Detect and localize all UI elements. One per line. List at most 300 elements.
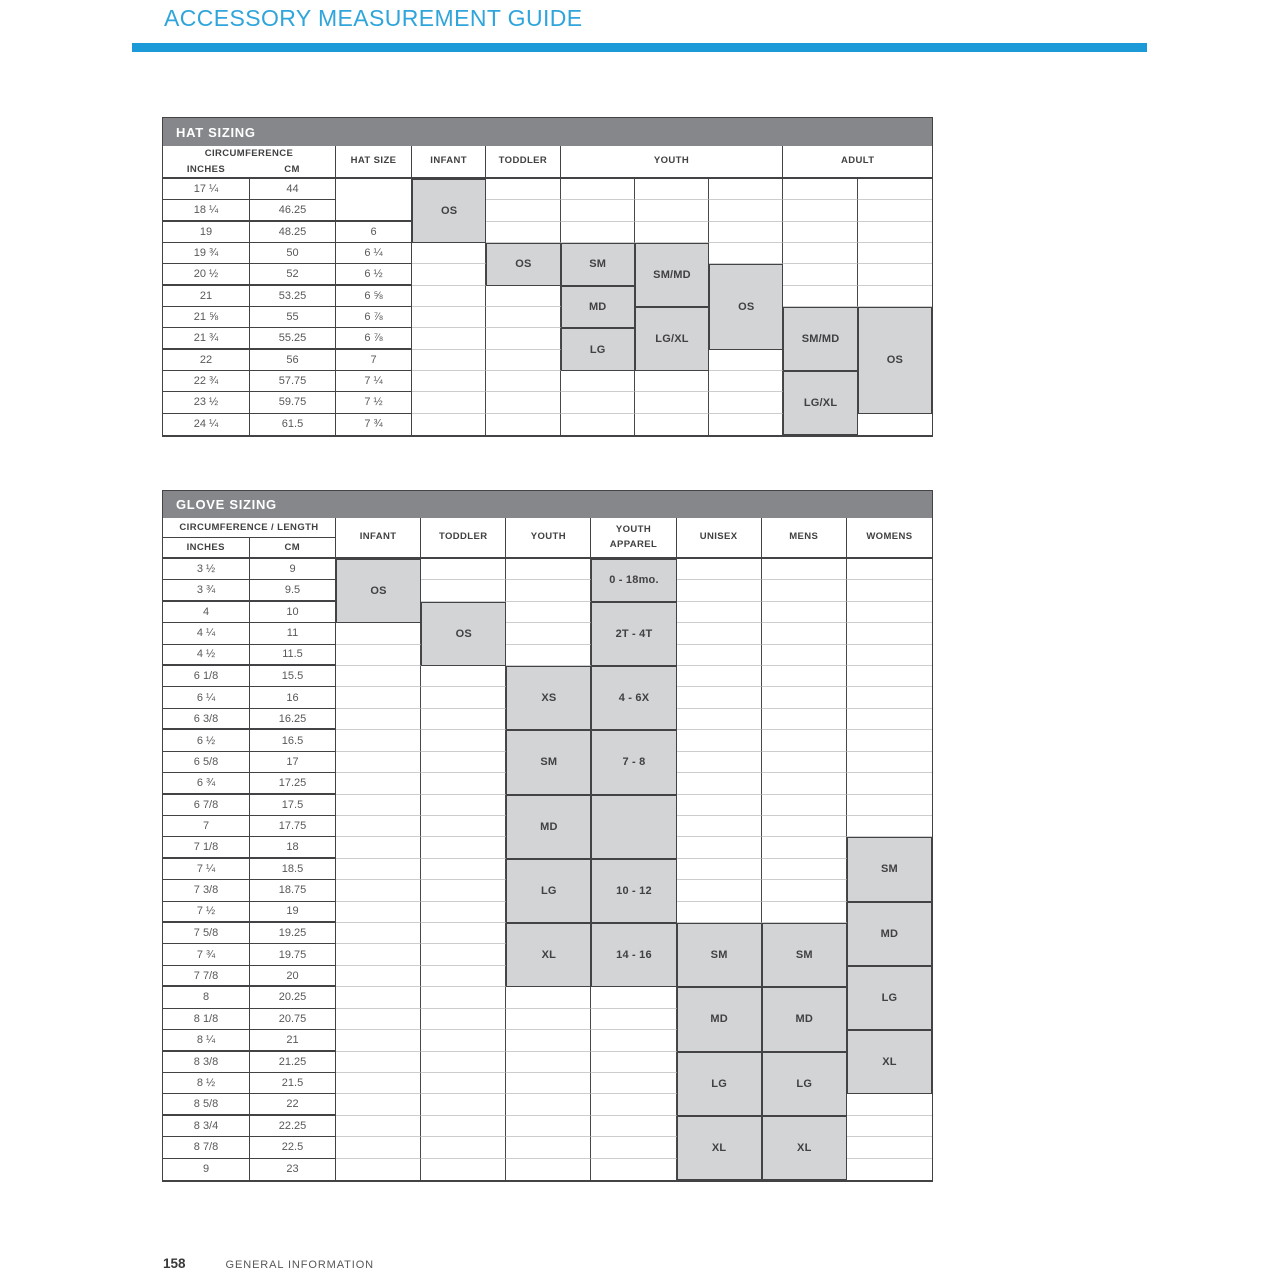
measurement-cell-hat-size: 7 ¾ <box>336 414 412 435</box>
measurement-cell-hat-size <box>336 200 412 221</box>
grid-cell <box>858 222 932 243</box>
measurement-cell-inches: 7 5/8 <box>163 923 250 944</box>
grid-cell <box>762 902 847 923</box>
measurement-cell-cm: 9 <box>250 559 336 580</box>
grid-cell <box>336 1116 421 1137</box>
size-block: SM/MD <box>635 243 709 307</box>
measurement-cell-inches: 19 <box>163 222 250 243</box>
grid-cell <box>486 222 560 243</box>
grid-cell <box>677 773 762 794</box>
size-block: 0 - 18mo. <box>591 559 676 602</box>
grid-cell <box>762 709 847 730</box>
measurement-cell-cm: 23 <box>250 1159 336 1180</box>
grid-cell <box>591 987 676 1008</box>
grid-cell <box>412 286 486 307</box>
size-block: 7 - 8 <box>591 730 676 794</box>
grid-cell <box>561 392 635 413</box>
measurement-cell-inches: 6 ¾ <box>163 773 250 794</box>
column-header: MENS <box>762 518 847 559</box>
grid-cell <box>783 243 857 264</box>
grid-cell <box>561 222 635 243</box>
grid-cell <box>506 1137 591 1158</box>
grid-cell <box>847 773 932 794</box>
measurement-cell-inches: 6 ¼ <box>163 687 250 708</box>
measurement-cell-cm: 55 <box>250 307 336 328</box>
measurement-cell-cm: 20.25 <box>250 987 336 1008</box>
measurement-cell-cm: 17.5 <box>250 795 336 816</box>
measurement-cell-cm: 50 <box>250 243 336 264</box>
grid-cell <box>677 645 762 666</box>
grid-cell <box>847 1137 932 1158</box>
grid-cell <box>847 816 932 837</box>
grid-cell <box>635 371 709 392</box>
grid-cell <box>677 687 762 708</box>
grid-cell <box>506 1009 591 1030</box>
grid-cell <box>486 307 560 328</box>
size-block: SM <box>677 923 762 987</box>
grid-cell <box>762 687 847 708</box>
measurement-cell-cm: 15.5 <box>250 666 336 687</box>
measurement-header <box>163 146 336 179</box>
size-block: OS <box>709 264 783 349</box>
measurement-cell-cm: 17.25 <box>250 773 336 794</box>
grid-cell <box>336 687 421 708</box>
column-header: YOUTH APPAREL <box>591 518 676 559</box>
measurement-cell-inches: 18 ¼ <box>163 200 250 221</box>
measurement-cell-cm: 11.5 <box>250 645 336 666</box>
size-block: XL <box>847 1030 932 1094</box>
grid-cell <box>561 179 635 200</box>
grid-cell <box>412 414 486 435</box>
size-block: SM <box>762 923 847 987</box>
grid-cell <box>591 1073 676 1094</box>
unit-header: INCHES <box>163 538 250 557</box>
size-block: OS <box>412 179 486 243</box>
grid-cell <box>635 222 709 243</box>
size-block: 14 - 16 <box>591 923 676 987</box>
measurement-cell-cm: 16 <box>250 687 336 708</box>
grid-cell <box>677 666 762 687</box>
column-header: WOMENS <box>847 518 932 559</box>
measurement-cell-hat-size: 7 ½ <box>336 392 412 413</box>
measurement-cell-cm: 18.5 <box>250 859 336 880</box>
measurement-cell-inches: 22 ¾ <box>163 371 250 392</box>
measurement-cell-inches: 20 ½ <box>163 264 250 285</box>
grid-cell <box>421 816 506 837</box>
grid-cell <box>709 414 783 435</box>
grid-cell <box>783 200 857 221</box>
grid-cell <box>336 795 421 816</box>
grid-cell <box>412 371 486 392</box>
grid-cell <box>561 371 635 392</box>
measurement-cell-inches: 7 ¾ <box>163 944 250 965</box>
grid-cell <box>677 709 762 730</box>
measurement-cell-cm: 44 <box>250 179 336 200</box>
grid-cell <box>762 580 847 601</box>
measurement-cell-hat-size: 6 ⅞ <box>336 307 412 328</box>
measurement-cell-inches: 6 ½ <box>163 730 250 751</box>
grid-cell <box>336 880 421 901</box>
column-header: INFANT <box>336 518 421 559</box>
measurement-cell-cm: 21.5 <box>250 1073 336 1094</box>
grid-cell <box>506 1073 591 1094</box>
grid-cell <box>635 200 709 221</box>
grid-cell <box>421 859 506 880</box>
measurement-cell-inches: 6 3/8 <box>163 709 250 730</box>
size-block: LG/XL <box>783 371 857 435</box>
grid-cell <box>506 645 591 666</box>
grid-cell <box>847 580 932 601</box>
grid-cell <box>336 623 421 644</box>
grid-cell <box>762 816 847 837</box>
measurement-cell-cm: 19.75 <box>250 944 336 965</box>
measurement-cell-inches: 22 <box>163 350 250 371</box>
measurement-cell-hat-size: 6 ⅞ <box>336 328 412 349</box>
grid-cell <box>336 837 421 858</box>
size-block: MD <box>847 902 932 966</box>
grid-cell <box>591 1009 676 1030</box>
grid-cell <box>591 1159 676 1180</box>
grid-cell <box>677 623 762 644</box>
size-block: XL <box>677 1116 762 1180</box>
grid-cell <box>336 730 421 751</box>
size-block: XL <box>506 923 591 987</box>
grid-cell <box>762 795 847 816</box>
grid-cell <box>412 264 486 285</box>
measurement-cell-inches: 8 5/8 <box>163 1094 250 1115</box>
grid-cell <box>506 1159 591 1180</box>
size-block: OS <box>421 602 506 666</box>
grid-cell <box>847 1159 932 1180</box>
grid-cell <box>421 1116 506 1137</box>
grid-cell <box>421 837 506 858</box>
grid-cell <box>847 752 932 773</box>
grid-cell <box>421 1137 506 1158</box>
grid-cell <box>709 371 783 392</box>
grid-cell <box>762 623 847 644</box>
grid-cell <box>762 666 847 687</box>
size-block: SM/MD <box>783 307 857 371</box>
grid-cell <box>336 1009 421 1030</box>
column-header: ADULT <box>783 146 932 179</box>
size-block: SM <box>561 243 635 286</box>
grid-cell <box>677 580 762 601</box>
measurement-header-label: CIRCUMFERENCE <box>204 148 294 160</box>
size-block: XS <box>506 666 591 730</box>
grid-cell <box>858 414 932 435</box>
size-block: 4 - 6X <box>591 666 676 730</box>
grid-cell <box>847 709 932 730</box>
measurement-cell-hat-size <box>336 179 412 200</box>
measurement-header <box>163 518 336 559</box>
grid-cell <box>847 1116 932 1137</box>
grid-cell <box>847 623 932 644</box>
size-block: 10 - 12 <box>591 859 676 923</box>
grid-cell <box>336 987 421 1008</box>
hat-table-title-bar: HAT SIZING <box>163 118 932 146</box>
glove-sizing-table <box>162 490 933 1182</box>
measurement-cell-inches: 17 ¼ <box>163 179 250 200</box>
grid-cell <box>709 222 783 243</box>
measurement-cell-inches: 8 ¼ <box>163 1030 250 1051</box>
column-header: INFANT <box>412 146 486 179</box>
grid-cell <box>847 730 932 751</box>
grid-cell <box>421 1009 506 1030</box>
grid-cell <box>783 286 857 307</box>
measurement-cell-cm: 10 <box>250 602 336 623</box>
grid-cell <box>847 1094 932 1115</box>
size-block: MD <box>677 987 762 1051</box>
measurement-cell-cm: 17 <box>250 752 336 773</box>
measurement-cell-inches: 8 3/8 <box>163 1052 250 1073</box>
grid-cell <box>858 179 932 200</box>
grid-cell <box>762 837 847 858</box>
grid-cell <box>591 1116 676 1137</box>
grid-cell <box>858 264 932 285</box>
grid-cell <box>847 602 932 623</box>
grid-cell <box>421 559 506 580</box>
measurement-cell-cm: 22.5 <box>250 1137 336 1158</box>
page-title: ACCESSORY MEASUREMENT GUIDE <box>164 5 583 31</box>
measurement-cell-inches: 9 <box>163 1159 250 1180</box>
measurement-cell-inches: 7 ¼ <box>163 859 250 880</box>
measurement-cell-cm: 19 <box>250 902 336 923</box>
measurement-cell-hat-size: 6 ¼ <box>336 243 412 264</box>
grid-cell <box>486 414 560 435</box>
measurement-cell-inches: 4 ¼ <box>163 623 250 644</box>
grid-cell <box>486 200 560 221</box>
grid-cell <box>847 687 932 708</box>
grid-cell <box>506 1052 591 1073</box>
measurement-cell-cm: 16.5 <box>250 730 336 751</box>
measurement-cell-cm: 17.75 <box>250 816 336 837</box>
column-header: TODDLER <box>421 518 506 559</box>
measurement-cell-cm: 16.25 <box>250 709 336 730</box>
grid-cell <box>336 816 421 837</box>
grid-cell <box>421 902 506 923</box>
grid-cell <box>412 328 486 349</box>
size-block: LG <box>677 1052 762 1116</box>
footer-page-number: 158 <box>163 1256 186 1271</box>
measurement-cell-hat-size: 6 <box>336 222 412 243</box>
grid-cell <box>677 752 762 773</box>
grid-cell <box>421 795 506 816</box>
grid-cell <box>677 559 762 580</box>
unit-header: INCHES <box>186 163 226 175</box>
grid-cell <box>421 687 506 708</box>
grid-cell <box>421 944 506 965</box>
measurement-cell-cm: 53.25 <box>250 286 336 307</box>
grid-cell <box>421 580 506 601</box>
measurement-cell-inches: 7 7/8 <box>163 966 250 987</box>
grid-cell <box>421 880 506 901</box>
grid-cell <box>677 880 762 901</box>
grid-cell <box>506 1030 591 1051</box>
grid-cell <box>336 1052 421 1073</box>
size-block: MD <box>762 987 847 1051</box>
grid-cell <box>506 580 591 601</box>
grid-cell <box>762 645 847 666</box>
grid-cell <box>762 559 847 580</box>
measurement-cell-inches: 8 <box>163 987 250 1008</box>
grid-cell <box>421 923 506 944</box>
grid-cell <box>336 709 421 730</box>
measurement-cell-inches: 7 <box>163 816 250 837</box>
grid-cell <box>783 222 857 243</box>
title-underline-rule <box>132 43 1147 52</box>
grid-cell <box>847 645 932 666</box>
grid-cell <box>486 286 560 307</box>
size-block: LG/XL <box>635 307 709 371</box>
grid-cell <box>677 795 762 816</box>
grid-cell <box>336 923 421 944</box>
grid-cell <box>421 730 506 751</box>
grid-cell <box>635 179 709 200</box>
grid-cell <box>847 795 932 816</box>
grid-cell <box>677 816 762 837</box>
grid-cell <box>591 1030 676 1051</box>
grid-cell <box>762 773 847 794</box>
grid-cell <box>635 392 709 413</box>
grid-cell <box>709 392 783 413</box>
grid-cell <box>709 179 783 200</box>
grid-cell <box>486 371 560 392</box>
grid-cell <box>336 773 421 794</box>
measurement-cell-cm: 18.75 <box>250 880 336 901</box>
grid-cell <box>561 200 635 221</box>
measurement-cell-cm: 22.25 <box>250 1116 336 1137</box>
size-block <box>591 795 676 859</box>
grid-cell <box>412 392 486 413</box>
measurement-cell-cm: 56 <box>250 350 336 371</box>
measurement-cell-inches: 4 <box>163 602 250 623</box>
grid-cell <box>421 1094 506 1115</box>
size-block: OS <box>858 307 932 414</box>
grid-cell <box>412 350 486 371</box>
grid-cell <box>506 987 591 1008</box>
grid-cell <box>486 350 560 371</box>
grid-cell <box>486 392 560 413</box>
measurement-cell-inches: 23 ½ <box>163 392 250 413</box>
measurement-cell-inches: 8 3/4 <box>163 1116 250 1137</box>
measurement-cell-inches: 7 1/8 <box>163 837 250 858</box>
measurement-cell-inches: 3 ¾ <box>163 580 250 601</box>
size-block: MD <box>561 286 635 329</box>
grid-cell <box>506 1116 591 1137</box>
column-header: HAT SIZE <box>336 146 412 179</box>
grid-cell <box>506 1094 591 1115</box>
grid-cell <box>421 1073 506 1094</box>
grid-cell <box>762 602 847 623</box>
grid-cell <box>858 200 932 221</box>
grid-cell <box>336 1073 421 1094</box>
measurement-cell-inches: 19 ¾ <box>163 243 250 264</box>
grid-cell <box>677 902 762 923</box>
grid-cell <box>709 200 783 221</box>
measurement-cell-inches: 6 5/8 <box>163 752 250 773</box>
measurement-cell-cm: 21 <box>250 1030 336 1051</box>
measurement-cell-inches: 6 7/8 <box>163 795 250 816</box>
measurement-cell-cm: 46.25 <box>250 200 336 221</box>
measurement-cell-inches: 7 ½ <box>163 902 250 923</box>
size-block: SM <box>506 730 591 794</box>
grid-cell <box>858 286 932 307</box>
grid-cell <box>762 859 847 880</box>
column-header: YOUTH <box>506 518 591 559</box>
size-block: LG <box>506 859 591 923</box>
size-block: SM <box>847 837 932 901</box>
measurement-cell-inches: 4 ½ <box>163 645 250 666</box>
grid-cell <box>336 752 421 773</box>
footer-section-label: GENERAL INFORMATION <box>225 1259 375 1271</box>
grid-cell <box>412 243 486 264</box>
grid-cell <box>421 709 506 730</box>
size-block: LG <box>847 966 932 1030</box>
unit-header: CM <box>284 542 301 553</box>
measurement-cell-cm: 20.75 <box>250 1009 336 1030</box>
grid-cell <box>336 1159 421 1180</box>
unit-header: CM <box>284 163 300 175</box>
grid-cell <box>677 730 762 751</box>
grid-cell <box>762 752 847 773</box>
grid-cell <box>421 1030 506 1051</box>
grid-cell <box>506 602 591 623</box>
grid-cell <box>336 902 421 923</box>
measurement-cell-cm: 19.25 <box>250 923 336 944</box>
measurement-cell-inches: 6 1/8 <box>163 666 250 687</box>
measurement-cell-inches: 8 7/8 <box>163 1137 250 1158</box>
column-header: UNISEX <box>677 518 762 559</box>
grid-cell <box>783 264 857 285</box>
measurement-cell-inches: 8 1/8 <box>163 1009 250 1030</box>
glove-table-title-bar: GLOVE SIZING <box>163 491 932 518</box>
grid-cell <box>677 859 762 880</box>
measurement-cell-cm: 9.5 <box>250 580 336 601</box>
measurement-cell-cm: 55.25 <box>250 328 336 349</box>
measurement-cell-cm: 57.75 <box>250 371 336 392</box>
grid-cell <box>421 752 506 773</box>
measurement-cell-cm: 52 <box>250 264 336 285</box>
size-block: OS <box>336 559 421 623</box>
measurement-cell-hat-size: 6 ½ <box>336 264 412 285</box>
grid-cell <box>783 179 857 200</box>
size-block: XL <box>762 1116 847 1180</box>
measurement-cell-inches: 21 ⅝ <box>163 307 250 328</box>
grid-cell <box>336 666 421 687</box>
grid-cell <box>858 243 932 264</box>
grid-cell <box>421 1159 506 1180</box>
measurement-cell-cm: 18 <box>250 837 336 858</box>
measurement-cell-cm: 61.5 <box>250 414 336 435</box>
grid-cell <box>486 328 560 349</box>
size-block: 2T - 4T <box>591 602 676 666</box>
grid-cell <box>336 1030 421 1051</box>
grid-cell <box>677 837 762 858</box>
grid-cell <box>336 966 421 987</box>
measurement-cell-inches: 21 <box>163 286 250 307</box>
grid-cell <box>847 666 932 687</box>
grid-cell <box>847 559 932 580</box>
measurement-cell-cm: 21.25 <box>250 1052 336 1073</box>
grid-cell <box>336 645 421 666</box>
grid-cell <box>635 414 709 435</box>
measurement-cell-inches: 8 ½ <box>163 1073 250 1094</box>
size-block: LG <box>762 1052 847 1116</box>
measurement-cell-inches: 3 ½ <box>163 559 250 580</box>
measurement-cell-inches: 7 3/8 <box>163 880 250 901</box>
measurement-cell-inches: 21 ¾ <box>163 328 250 349</box>
grid-cell <box>561 414 635 435</box>
